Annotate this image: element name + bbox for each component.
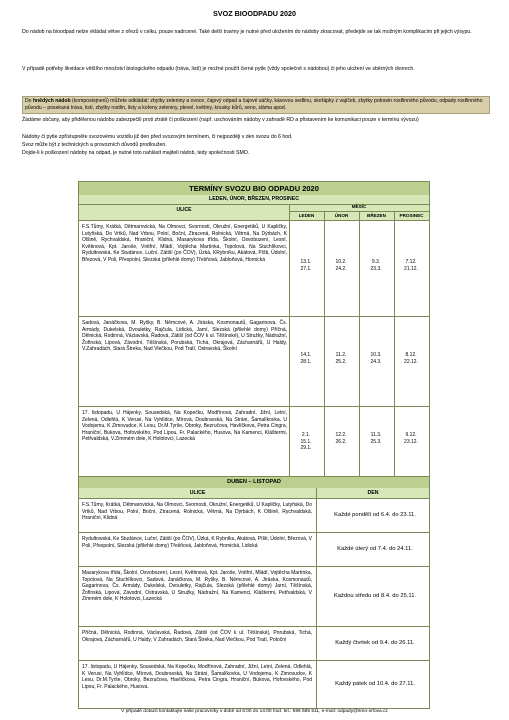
winter-row-dec: 9.12. 23.12.: [404, 432, 418, 445]
summer-row: [79, 660, 429, 710]
winter-row-mar: 11.3. 25.3.: [370, 432, 382, 445]
winter-col-month: MĚSÍC: [351, 204, 367, 209]
paragraph-access: Nádoby či pytle zpřístupněte svozovému vozidlu již den před svozovým termínem, či nejpozději v den svozu do 6 hod.: [22, 134, 293, 140]
column-divider: [359, 211, 360, 476]
winter-row-mar: 9.3. 23.3.: [370, 259, 382, 272]
winter-row: [79, 220, 429, 317]
winter-table-title: TERMÍNY SVOZU BIO ODPADU 2020: [79, 182, 429, 196]
summer-row-streets: Rydultowská, Ke Studánce, Luční, Zátiší (po ČOV), Úzká, K Rybníku, Akátová, Píšti, Údolní, Březová, V Poli, Přespolní, Slezská (přilehlé domy) Třešňová, Jabloňová, Hornická, Lidická: [82, 536, 312, 549]
summer-row-day: Každé úterý od 7.4. do 24.11.: [337, 546, 413, 552]
winter-schedule-table: [78, 181, 430, 477]
winter-row-streets: F.S.Tůmy, Krátká, Dětmarovická, Na Olmovci, Svornosti, Okružní, Energetiků, U Kapličky, Lutyňská, Do Vrtků, Nad Vrbou, Polní, Boční, Ztracená, Rolnická, Větrná, Na Dýrbách, K Olšině, Rychvaldská, Hraniční, Klidná, Masarykova třída, Školní, Osvobození, Lesní, Květinová, Kpt. Jaroše, Vnitřní, Mládí, Vojtěcha Martínka, Topolová, Na Stuchlíkovci, Rydultowská, Ke Studánce, Luční, Zátiší (po ČOV), Úzká, KRybníku, Akátová, Píšti, Údolní, Březová, V Poli, Přespolní, Slezská (přilehlé domy) Třešňová, Jabloňová, Hornická: [82, 224, 287, 263]
page-title: SVOZ BIOODPADU 2020: [213, 9, 296, 18]
winter-row-streets: Sadová, Janáčkova, M. Ryšky, B. Němcové, A. Jiráska, Kosmonautů, Gagarinova, Čs. Armády, Dukelská, Dvouletky, Rajčula, Lidická, Jarní, Slezská (přilehlé domy) Příčná, Dělnická, Rodinná, Václavská, Řadová, Zátiší (od ČOV k ul. Těšínské), U Stružky, Nádražní, Žofinská, Lipová, Závodní, Těšínská, Porubská, Tichá, Okrajová, Zácharnářů, U Haldy, V.Zahradách, Stará Štreka, Nad Vlečkou, Pod Tratí, Ostravská, Školní: [82, 320, 287, 353]
winter-col-mar: BŘEZEN: [367, 213, 386, 218]
paragraph-extension: Svoz může být z technických a provozních důvodů prodloužen.: [22, 142, 167, 148]
summer-row-streets: 17. listopadu, U Hájenky, Sousedská, Na Kopečku, Modřínová, Zahradní, Jižní, Letní, Zelená, Odlehlá, K Verusi, Na Vyhlídce, Mírová, Doubravská, Na Stráni, Šamalíkovka, U Vodojemu, K Zimovudce, K Lesu, Dr.M.Tyrše, Obroky, Bezručova, Havlíčkova, Petra Cingra, Hraniční, Bukova, Hofovského, Pod Lipou, Fr. Palackého, Husova.: [82, 664, 312, 690]
summer-col-streets: ULICE: [189, 490, 206, 496]
summer-table-title: DUBEN – LISTOPAD: [79, 477, 429, 489]
summer-row-streets: Masarykova třída, Školní, Osvobození, Lesní, Květinová, Kpt. Jaroše, Vnitřní, Mládí, Vojtěcha Martínka, Topolová, Na Stuchlíkovci, Sadová, Janáčkova, M. Ryšky, B. Němcové, A. Jiráska, Kosmonautů, Gagarinova, Čs. Armády, Dukelská, Dvouletky, Rajčula, Slezská (přilehlé domy) Jarní, Těšínská, Žofinská, Lipová, Závodní, Ostravská, U Stružky, Nádražní, Na Kamenci, Kláštermi, Petřvaldská, V Zimmém dole, K Holotovci, Lazecká: [82, 570, 312, 603]
winter-row-streets: 17. listopadu, U Hájenky, Sousedská, Na Kopečku, Modřínová, Zahradní, Jižní, Letní, Zelená, Odlehlá, K Verusi, Na Vyhlídce, Mírová, Doubravská, Na Stráni, Šamalíkovka, U Vodojemu, K Zimovudce, K Lesu, Dr.M.Tyrše, Obroky, Bezručova, Havlíčkova, Petra Cingra, Hraniční, Bukova, Hofovského, Pod Lipou, Fr. Palackého, Husova, Na Kamenci, Kláštermi, Petřvaldská, V.Zimmém dole, K Holotovci, Lazecká: [82, 410, 287, 443]
allowed-waste-text: (kompostejnerů) můžete odkládat: zbytky zeleniny a ovoce, čajový odpad a čajové sáčky, kávovou sedlinu, skořápky z vajíček, zbytky potravin rostlinného původu, odpady rostlinného původu – posekaná tráva, listí, zbytky rostlin, listy a kořeny zeleniny, plevel, květiny, kousky kůrů, seno, sláma apod.: [25, 98, 483, 112]
summer-row-day: Každý pátek od 10.4. do 27.11.: [335, 681, 415, 687]
summer-row: [79, 566, 429, 627]
winter-row: [79, 406, 429, 477]
winter-col-jan: LEDEN: [298, 213, 315, 218]
summer-row-day: Každý čtvrtek od 9.4. do 26.11.: [335, 640, 415, 646]
paragraph-bags: V případě potřeby likvidace většího množství biologického odpadu (tráva, listí) je možné použít černé pytle (vždy společně s nádobou) či jeho uložení ve sběrných dvorech.: [22, 66, 415, 72]
winter-col-dec: PROSINEC: [399, 213, 424, 218]
column-divider: [324, 211, 325, 476]
paragraph-secure: Žádáme občany, aby přidělenou nádobu zabezpečili proti ztrátě či poškození (např. uschováním nádoby v zahradě RD a přistavením ke komunikaci pouze v termínu vývozu): [22, 117, 419, 123]
summer-row-streets: Příčná, Dělnická, Rodinná, Václavská, Řadová, Zátiší (od ČOV k ul. Těšínské), Porubská, Tichá, Okrajová, Zácharnářů, U Haldy, V Zahradách, Stará Štreka, Nad Vlečkou, Pod Tratí, Potoční: [82, 630, 312, 643]
allowed-waste-prefix: Do: [25, 98, 33, 104]
winter-row-jan: 2.1. 15.1. 29.1.: [300, 432, 312, 452]
summer-row-day: Každou středu od 8.4. do 25.11.: [333, 593, 417, 599]
contact-footer: V případě dotazů kontaktujte naše pracovníky v době od 6:00 do 14:00 hod. tel.: 596 585 511, e-mail: odpady@smo-orlova.cz: [121, 709, 388, 714]
summer-row: [79, 626, 429, 661]
paragraph-rules: Do nádob na bioodpad nelze vkládat větve z ořezů v celku, pouze nadrcené. Také delší traviny je nutné před uložením do nádoby zkracovat, předejde se tak možným komplikacím při jejich výsypu.: [22, 29, 472, 35]
summer-row-day: Každé pondělí od 6.4. do 23.11.: [334, 512, 416, 518]
winter-row-dec: 7.12. 21.12.: [404, 259, 418, 272]
column-divider: [394, 211, 395, 476]
winter-row-jan: 13.1. 27.1.: [300, 259, 312, 272]
allowed-waste-box: [22, 96, 490, 114]
winter-row-jan: 14.1. 28.1.: [300, 352, 312, 365]
winter-row-mar: 10.3. 24.3.: [370, 352, 382, 365]
winter-row-feb: 11.2. 25.2.: [335, 352, 347, 365]
summer-col-day: DEN: [367, 490, 379, 496]
summer-row: [79, 498, 429, 533]
column-divider: [316, 488, 317, 709]
summer-row: [79, 532, 429, 567]
paragraph-damage: Dojde-li k poškození nádoby na odpad, je nutné toto nahlásit majiteli nádob, tedy společnosti SMO.: [22, 150, 250, 156]
column-divider: [289, 204, 290, 476]
winter-row-feb: 12.2. 26.2.: [335, 432, 347, 445]
summer-schedule-table: [78, 476, 430, 709]
winter-row-feb: 10.2. 24.2.: [335, 259, 347, 272]
winter-table-subtitle: LEDEN, ÚNOR, BŘEZEN, PROSINEC: [79, 195, 429, 205]
winter-row-dec: 8.12. 22.12.: [404, 352, 418, 365]
summer-row-streets: F.S.Tůmy, Krátká, Dětmarovická, Na Olmovci, Svornosti, Okružní, Energetiků, U Kapličky, Lutyňská, Do Vrtků, Nad Vrbou, Polní, Boční, Ztracená, Rolnická, Větrná, Na Dýrbách, K Olšině, Rychvaldská, Hraniční, Klidná: [82, 502, 312, 522]
winter-col-feb: ÚNOR: [334, 213, 349, 218]
allowed-waste-bold: hnědých nádob: [32, 98, 71, 104]
winter-col-streets: ULICE: [176, 207, 192, 213]
winter-row: [79, 316, 429, 407]
